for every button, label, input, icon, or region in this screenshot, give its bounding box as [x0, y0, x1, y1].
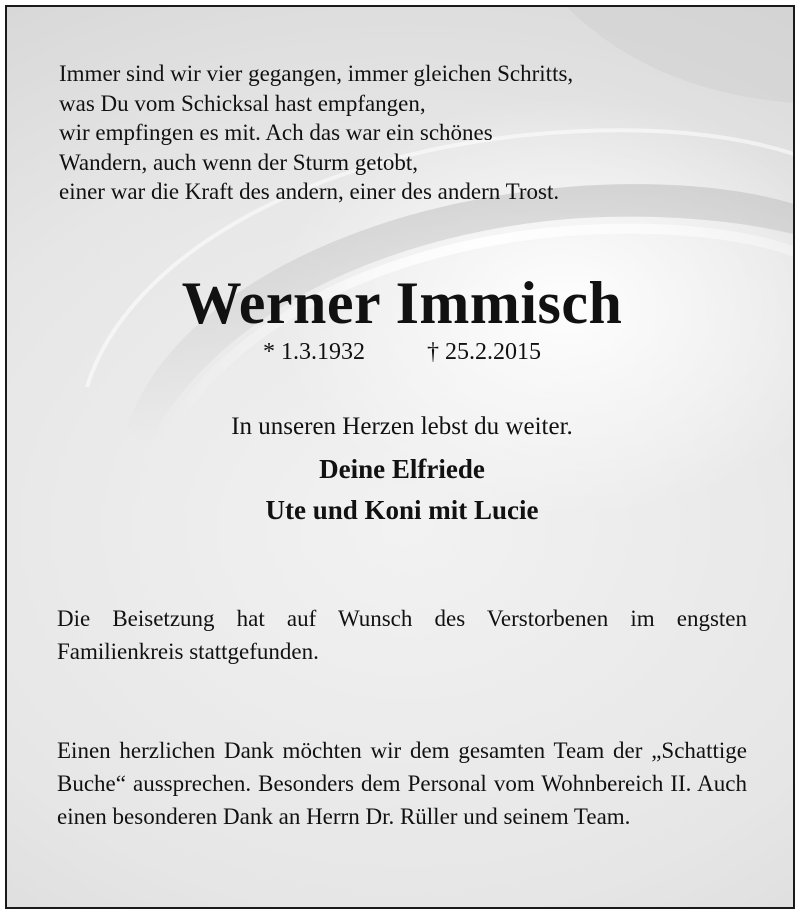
- poem-line: einer war die Kraft des andern, einer des andern Trost.: [59, 179, 560, 204]
- signature-line: Deine Elfriede: [319, 454, 485, 484]
- signature-line: Ute und Koni mit Lucie: [265, 495, 539, 525]
- burial-note: Die Beisetzung hat auf Wunsch des Verstorbenen im engsten Familienkreis stattgefunden.: [57, 606, 747, 664]
- memorial-motto: In unseren Herzen lebst du weiter.: [231, 413, 573, 440]
- poem-line: Wandern, auch wenn der Sturm getobt,: [59, 149, 419, 175]
- death-date: † 25.2.2015: [427, 339, 541, 365]
- deceased-name: Werner Immisch: [181, 270, 623, 336]
- life-dates: [7, 339, 795, 366]
- poem-line: wir empfingen es mit. Ach das war ein schönes: [59, 120, 493, 145]
- memorial-poem: [59, 59, 573, 207]
- poem-line: was Du vom Schicksal hast empfangen,: [59, 90, 426, 116]
- obituary-notice: [5, 5, 795, 909]
- birth-date: * 1.3.1932: [263, 339, 365, 365]
- thanks-note: Einen herzlichen Dank möchten wir dem gesamten Team der „Schattige Buche“ aussprechen. Besonders dem Personal vom Wohnbereich II. Auch einen besonderen Dank an Herrn Dr. Rüller und seinem Team.: [57, 738, 747, 829]
- poem-line: Immer sind wir vier gegangen, immer gleichen Schritts,: [59, 61, 574, 86]
